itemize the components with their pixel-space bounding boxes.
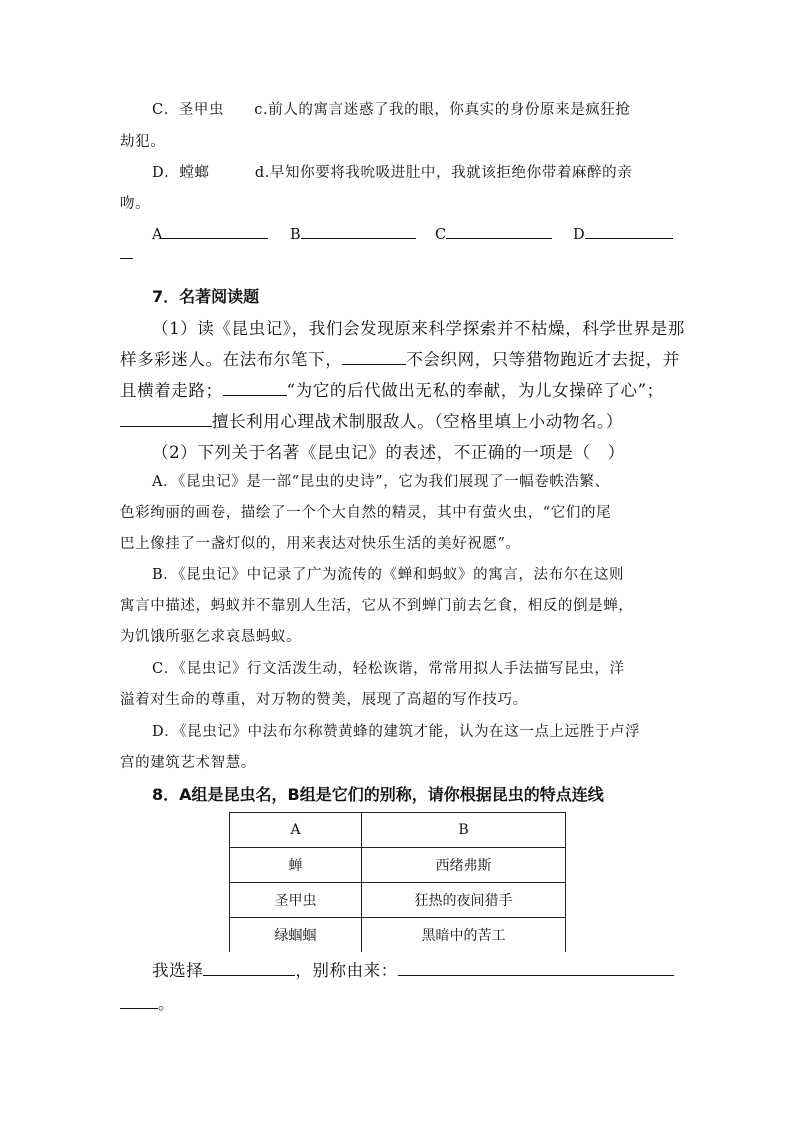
q6-answer-d bbox=[573, 224, 673, 243]
q7-option-b-line1: B．《昆虫记》中记录了广为流传的《蝉和蚂蚁》的寓言，法布尔在这则 bbox=[152, 567, 625, 583]
table-row bbox=[230, 918, 566, 953]
q6-option-d-line2: 吻。 bbox=[120, 196, 151, 212]
table-cell-insect: 蝉 bbox=[230, 848, 362, 883]
q6-answer-b-blank[interactable] bbox=[301, 224, 416, 239]
q6-answer-a-label: A bbox=[152, 227, 163, 243]
table-cell-insect: 绿蝈蝈 bbox=[230, 918, 362, 953]
q7-option-b-line3: 为饥饿所驱乞求哀恳蚂蚁。 bbox=[120, 629, 302, 645]
q7-part1-line2-text-a: 样多彩迷人。在法布尔笔下， bbox=[120, 350, 343, 369]
q7-part1-line1: （1）读《昆虫记》，我们会发现原来科学探索并不枯燥，科学世界是那 bbox=[152, 319, 685, 338]
table-cell-alias: 西绪弗斯 bbox=[362, 848, 566, 883]
q7-part1-line3-text-b: “为它的后代做出无私的奉献，为儿女操碎了心”； bbox=[286, 381, 664, 400]
q6-option-c-line1: C．圣甲虫 c.前人的寓言迷惑了我的眼，你真实的身份原来是疯狂抢 bbox=[152, 102, 631, 118]
q7-part1-line2 bbox=[120, 346, 680, 370]
q8-reason-blank[interactable] bbox=[398, 961, 674, 976]
q6-answer-a bbox=[152, 224, 268, 243]
q6-answer-c-label: C bbox=[435, 227, 447, 243]
q7-title: 7．名著阅读题 bbox=[152, 287, 260, 306]
q7-option-a-line2: 色彩绚丽的画卷，描绘了一个个大自然的精灵，其中有萤火虫，“它们的尾 bbox=[120, 505, 612, 521]
q6-answer-c-blank[interactable] bbox=[446, 224, 552, 239]
q6-answer-a-blank[interactable] bbox=[162, 224, 268, 239]
q7-option-b-line2: 寓言中描述，蚂蚁并不靠别人生活，它从不到蝉门前去乞食，相反的倒是蝉， bbox=[120, 598, 634, 614]
q8-choose-label: 我选择 bbox=[152, 961, 204, 980]
q7-part1-line2-text-b: 不会织网，只等猎物跑近才去捉，并 bbox=[406, 350, 680, 369]
q7-blank-1[interactable] bbox=[342, 350, 406, 365]
q6-answer-b-label: B bbox=[290, 227, 301, 243]
q8-reason-blank-cont[interactable] bbox=[120, 994, 158, 1009]
table-header-row bbox=[230, 813, 566, 848]
q6-answer-d-label: D bbox=[573, 227, 585, 243]
table-row bbox=[230, 848, 566, 883]
q8-answer-line2 bbox=[120, 990, 175, 1014]
table-row bbox=[230, 883, 566, 918]
q8-choice-blank[interactable] bbox=[203, 961, 295, 976]
q6-option-c-line2: 劫犯。 bbox=[120, 134, 166, 150]
q8-matching-table bbox=[229, 812, 566, 952]
q6-option-d-line1: D．螳螂 d.早知你要将我吮吸进肚中，我就该拒绝你带着麻醉的亲 bbox=[152, 165, 633, 181]
q6-answer-d-blank[interactable] bbox=[585, 224, 673, 239]
table-cell-alias: 黑暗中的苦工 bbox=[362, 918, 566, 953]
q7-option-c-line2: 溢着对生命的尊重，对万物的赞美，展现了高超的写作技巧。 bbox=[120, 692, 528, 708]
table-cell-alias: 狂热的夜间猎手 bbox=[362, 883, 566, 918]
q7-option-c-line1: C．《昆虫记》行文活泼生动，轻松诙谐，常常用拟人手法描写昆虫，洋 bbox=[152, 661, 625, 677]
q7-blank-3[interactable] bbox=[120, 412, 212, 427]
table-header-b: B bbox=[362, 813, 566, 848]
q8-reason-label: ，别称由来： bbox=[295, 961, 398, 980]
q6-answer-d-blank-wrap bbox=[120, 258, 133, 259]
q7-option-a-line3: 巴上像挂了一盏灯似的，用来表达对快乐生活的美好祝愿”。 bbox=[120, 536, 521, 552]
q8-answer-line bbox=[152, 957, 674, 981]
q7-option-a-line1: A．《昆虫记》是一部“昆虫的史诗”，它为我们展现了一幅卷帙浩繁、 bbox=[152, 474, 610, 490]
q8-end-mark: 。 bbox=[158, 994, 176, 1013]
q7-part1-line3 bbox=[120, 377, 664, 401]
table-cell-insect: 圣甲虫 bbox=[230, 883, 362, 918]
q7-part2-stem: （2）下列关于名著《昆虫记》的表述，不正确的一项是（ ） bbox=[152, 443, 625, 462]
q6-answer-c bbox=[435, 224, 552, 243]
q7-part1-line3-text-a: 且横着走路； bbox=[120, 381, 223, 400]
q7-option-d-line1: D．《昆虫记》中法布尔称赞黄蜂的建筑才能，认为在这一点上远胜于卢浮 bbox=[152, 724, 641, 740]
q7-blank-2[interactable] bbox=[223, 381, 287, 396]
q7-part1-line4-text: 擅长利用心理战术制服敌人。（空格里填上小动物名。） bbox=[212, 412, 623, 431]
table-header-a: A bbox=[230, 813, 362, 848]
q7-part1-line4 bbox=[120, 408, 623, 432]
q7-option-d-line2: 宫的建筑艺术智慧。 bbox=[120, 755, 256, 771]
q6-answer-b bbox=[290, 224, 416, 243]
q8-title: 8．A组是昆虫名，B组是它们的别称，请你根据昆虫的特点连线 bbox=[152, 785, 604, 804]
